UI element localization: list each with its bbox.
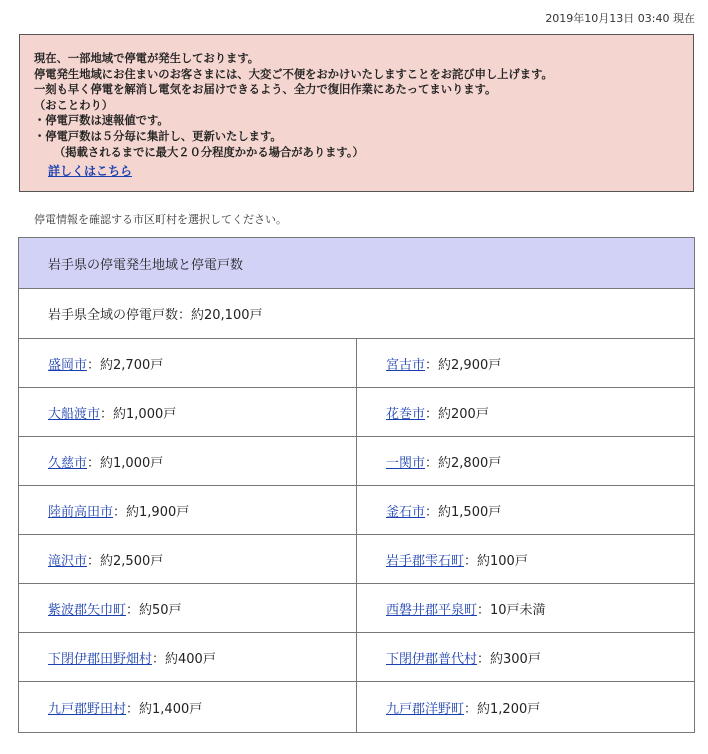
- municipality-cell: [19, 486, 357, 535]
- notice-disclaimer-heading: （おことわり）: [34, 98, 114, 112]
- table-row: [19, 682, 695, 733]
- table-row: [19, 486, 695, 535]
- table-row: [19, 633, 695, 682]
- prefecture-total-row: [19, 289, 695, 339]
- outage-count: ：約2,500戸: [87, 553, 164, 569]
- municipality-cell: [19, 584, 357, 633]
- notice-line: （掲載されるまでに最大２０分程度かかる場合があります。）: [54, 145, 364, 159]
- municipality-link[interactable]: 九戸郡野田村: [48, 701, 127, 717]
- outage-count: ：10戸未満: [477, 602, 546, 618]
- notice-line: 現在、一部地域で停電が発生しております。: [34, 52, 260, 65]
- municipality-link[interactable]: 陸前高田市: [48, 504, 114, 520]
- municipality-link[interactable]: 下閉伊郡田野畑村: [48, 651, 153, 667]
- municipality-link[interactable]: 九戸郡洋野町: [386, 701, 465, 717]
- outage-count: ：約100戸: [464, 553, 528, 569]
- outage-notice-box: [19, 34, 694, 192]
- outage-count: ：約1,900戸: [113, 504, 190, 520]
- table-header-row: [19, 238, 695, 289]
- municipality-link[interactable]: 久慈市: [48, 455, 88, 471]
- outage-count: ：約1,500戸: [425, 504, 502, 520]
- table-title: 岩手県の停電発生地域と停電戸数: [19, 238, 695, 289]
- outage-area-table: [18, 237, 695, 733]
- update-timestamp: 2019年10月13日 03:40 現在: [545, 12, 695, 25]
- notice-line: 一刻も早く停電を解消し電気をお届けできるよう、全力で復旧作業にあたってまいります。: [34, 83, 497, 97]
- municipality-cell: [357, 388, 695, 437]
- municipality-link[interactable]: 西磐井郡平泉町: [386, 602, 478, 618]
- table-row: [19, 584, 695, 633]
- notice-line: 停電発生地域にお住まいのお客さまには、大変ご不便をおかけいたしますことをお詫び申し上げます。: [34, 67, 553, 81]
- municipality-cell: [357, 633, 695, 682]
- details-link[interactable]: 詳しくはこちら: [48, 164, 133, 179]
- outage-count: ：約1,000戸: [100, 406, 177, 422]
- municipality-link[interactable]: 滝沢市: [48, 553, 88, 569]
- municipality-link[interactable]: 岩手郡雫石町: [386, 553, 465, 569]
- table-row: [19, 339, 695, 388]
- select-municipality-instruction: 停電情報を確認する市区町村を選択してください。: [34, 213, 287, 226]
- table-row: [19, 388, 695, 437]
- municipality-cell: [357, 486, 695, 535]
- table-row: [19, 535, 695, 584]
- outage-count: ：約1,000戸: [87, 455, 164, 471]
- municipality-cell: [357, 535, 695, 584]
- prefecture-total: 岩手県全域の停電戸数：約20,100戸: [19, 289, 695, 339]
- municipality-link[interactable]: 宮古市: [386, 357, 426, 373]
- municipality-cell: [19, 339, 357, 388]
- outage-count: ：約2,700戸: [87, 357, 164, 373]
- notice-line: ・停電戸数は速報値です。: [34, 114, 169, 128]
- outage-count: ：約200戸: [425, 406, 489, 422]
- outage-count: ：約2,900戸: [425, 357, 502, 373]
- outage-count: ：約400戸: [152, 651, 216, 667]
- municipality-cell: [19, 535, 357, 584]
- municipality-cell: [19, 437, 357, 486]
- municipality-cell: [357, 339, 695, 388]
- municipality-link[interactable]: 釜石市: [386, 504, 426, 520]
- municipality-cell: [19, 388, 357, 437]
- municipality-link[interactable]: 一関市: [386, 455, 426, 471]
- municipality-link[interactable]: 紫波郡矢巾町: [48, 602, 127, 618]
- outage-count: ：約1,200戸: [464, 701, 541, 717]
- outage-count: ：約2,800戸: [425, 455, 502, 471]
- municipality-cell: [19, 682, 357, 733]
- municipality-cell: [357, 584, 695, 633]
- outage-count: ：約50戸: [126, 602, 182, 618]
- municipality-link[interactable]: 下閉伊郡普代村: [386, 651, 478, 667]
- municipality-link[interactable]: 大船渡市: [48, 406, 101, 422]
- municipality-cell: [19, 633, 357, 682]
- table-row: [19, 437, 695, 486]
- municipality-cell: [357, 437, 695, 486]
- notice-line: ・停電戸数は５分毎に集計し、更新いたします。: [34, 129, 282, 143]
- outage-count: ：約1,400戸: [126, 701, 203, 717]
- outage-count: ：約300戸: [477, 651, 541, 667]
- municipality-cell: [357, 682, 695, 733]
- municipality-link[interactable]: 花巻市: [386, 406, 426, 422]
- municipality-link[interactable]: 盛岡市: [48, 357, 88, 373]
